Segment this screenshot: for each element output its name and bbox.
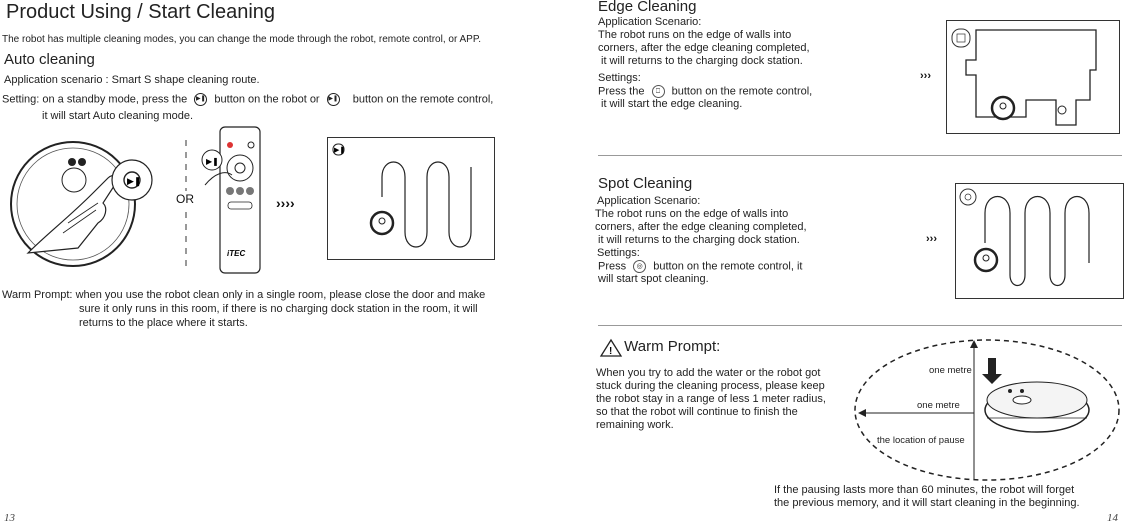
edge-line-6a: Press the: [598, 85, 645, 98]
edge-arrows: ›››: [920, 70, 931, 82]
edge-line-1: Application Scenario:: [598, 16, 702, 28]
spot-line-4: it will returns to the charging dock station.: [598, 234, 800, 246]
warm-line-1: when you use the robot clean only in a single room, please close the door and make: [75, 289, 486, 301]
warm-line-3: returns to the place where it starts.: [79, 317, 248, 329]
radius-diagram: [852, 338, 1124, 483]
edge-line-5: Settings:: [598, 72, 641, 84]
remote-brand: iTEC: [227, 249, 246, 258]
divider-1: [598, 155, 1122, 156]
spot-line-3: corners, after the edge cleaning completed,: [595, 221, 807, 233]
edge-icon: [952, 29, 970, 47]
warning-triangle-svg: [600, 339, 622, 357]
page-number-left: 13: [4, 512, 15, 524]
svg-text:▶❚: ▶❚: [127, 176, 142, 186]
spot-line-7: will start spot cleaning.: [598, 273, 709, 286]
s-shape-diagram: [327, 137, 493, 258]
edge-path-line: [966, 30, 1096, 125]
page-number-right: 14: [1107, 512, 1118, 524]
warm-right-line-1: When you try to add the water or the robot got: [596, 367, 821, 379]
auto-scenario: Application scenario : Smart S shape cleaning route.: [4, 74, 260, 86]
spot-line-6b: button on the remote control, it: [653, 260, 803, 273]
edge-line-6: [598, 85, 812, 98]
edge-line-6b: button on the remote control,: [671, 85, 813, 98]
spot-line-6: [595, 260, 807, 273]
warm-right-line-5: remaining work.: [596, 419, 674, 431]
warm-footer-line-2: the previous memory, and it will start cleaning in the beginning.: [774, 497, 1080, 509]
intro-text: [2, 33, 481, 46]
edge-line-4: it will returns to the charging dock station.: [601, 55, 803, 67]
svg-text:▶❚: ▶❚: [334, 147, 346, 154]
edge-button-icon: ⎕: [652, 85, 665, 98]
edge-diagram: [946, 20, 1118, 132]
warm-line-2: sure it only runs in this room, if there is no charging dock station in the room, it will: [79, 303, 478, 315]
label-one-metre-mid: one metre: [917, 400, 960, 411]
play-pause-icon-remote: ▶❚: [327, 93, 340, 106]
intro-sentence: The robot has multiple cleaning modes, you can change the mode through the robot, remote control, or APP.: [2, 34, 481, 45]
play-pause-icon-box: [333, 144, 345, 155]
spot-line-1: Application Scenario:: [597, 195, 701, 207]
page-title: Product Using / Start Cleaning: [6, 1, 276, 23]
svg-text:!: !: [609, 346, 613, 357]
edge-line-7: it will start the edge cleaning.: [601, 98, 743, 111]
s-path-line: [382, 162, 471, 247]
warm-prompt-left: [2, 289, 485, 302]
robot-mini: [371, 212, 393, 234]
spot-arrows: ›››: [926, 233, 937, 245]
warm-footer-line-1: If the pausing lasts more than 60 minutes, the robot will forget: [774, 484, 1075, 496]
warm-right-line-3: the robot stay in a range of less 1 meter radius,: [596, 393, 826, 405]
warm-right-line-2: stuck during the cleaning process, please keep: [596, 380, 825, 392]
label-one-metre-top: one metre: [929, 365, 972, 376]
play-pause-icon: ▶❚: [194, 93, 207, 106]
setting-text-2: button on the robot or: [214, 93, 320, 106]
auto-setting-line-2: it will start Auto cleaning mode.: [42, 110, 194, 122]
spot-icon: [960, 189, 976, 205]
svg-text:▶❚: ▶❚: [206, 157, 219, 166]
edge-line-2: The robot runs on the edge of walls into: [598, 29, 792, 41]
spot-line-6a: Press: [598, 260, 627, 273]
auto-setting-line: [2, 93, 493, 106]
spot-robot: [975, 249, 997, 271]
divider-2: [598, 325, 1122, 326]
remote-control-illustration: [200, 125, 260, 275]
setting-text-1: Setting: on a standby mode, press the: [2, 93, 188, 106]
auto-cleaning-heading: Auto cleaning: [4, 51, 95, 68]
spot-path-line: [985, 197, 1089, 286]
warm-right-text: [596, 367, 826, 432]
edge-cleaning-heading: Edge Cleaning: [598, 0, 697, 15]
warm-prompt-label: Warm Prompt:: [2, 289, 73, 301]
edge-text: [598, 16, 812, 111]
or-label: OR: [176, 192, 194, 206]
robot-hand-illustration: [8, 138, 168, 268]
warm-footer: [774, 484, 1080, 510]
spot-line-2: The robot runs on the edge of walls into: [595, 208, 789, 220]
spot-cleaning-heading: Spot Cleaning: [598, 175, 693, 192]
robot-button: [62, 168, 86, 192]
spot-button-icon: ◎: [633, 260, 646, 273]
arrow-chevrons: ››››: [276, 195, 295, 211]
down-arrow-icon: [982, 358, 1002, 384]
edge-line-3: corners, after the edge cleaning completed,: [598, 42, 810, 54]
label-pause-location: the location of pause: [877, 435, 965, 446]
setting-text-3: button on the remote control,: [352, 93, 494, 106]
warm-prompt-heading: Warm Prompt:: [624, 338, 721, 355]
spot-text: [595, 195, 807, 286]
edge-robot: [992, 97, 1014, 119]
spot-line-5: Settings:: [597, 247, 640, 259]
spot-diagram: [955, 183, 1122, 297]
dock-marker: [1058, 106, 1066, 114]
warm-right-line-4: so that the robot will continue to finish the: [596, 406, 798, 418]
